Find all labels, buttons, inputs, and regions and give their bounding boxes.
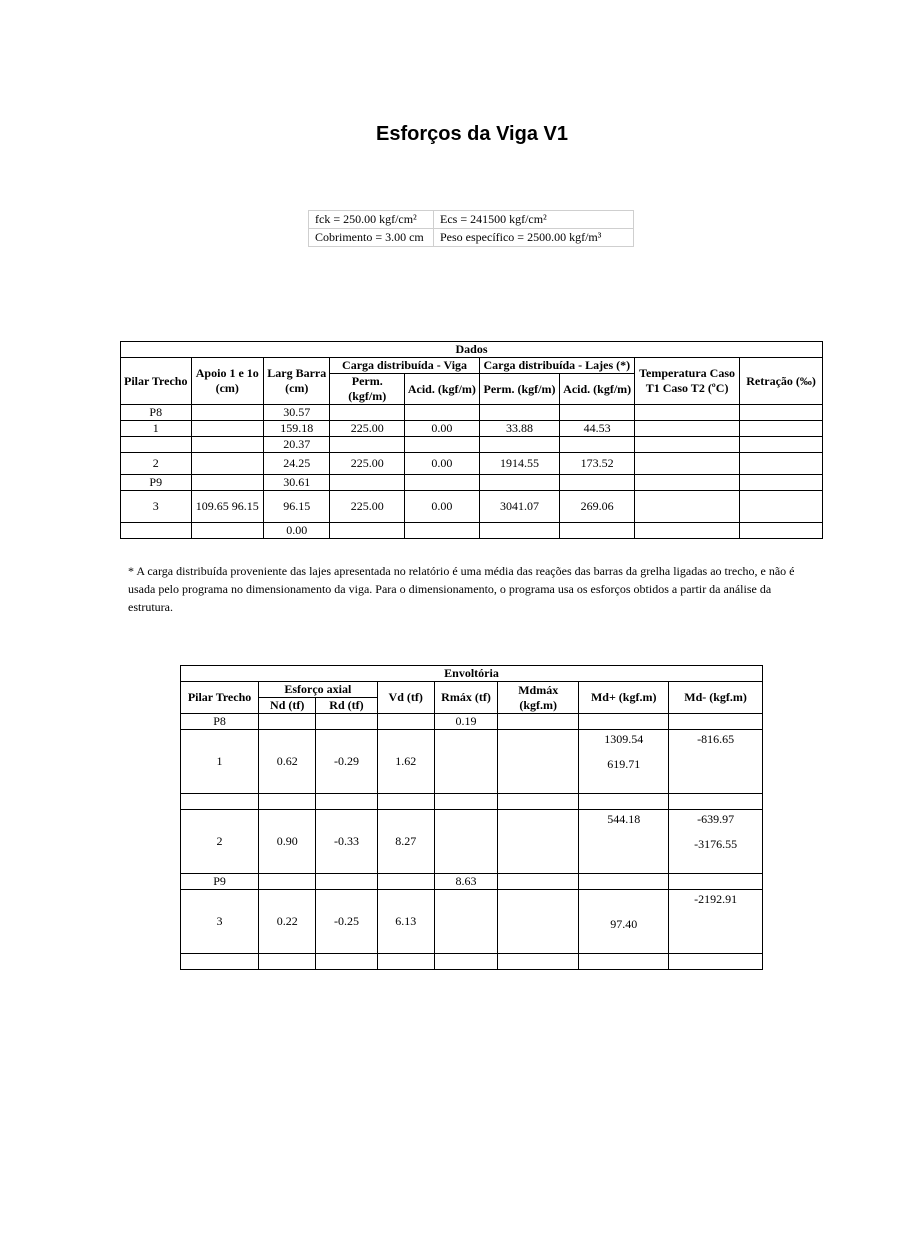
md-neg-upper: -639.97 [697, 812, 735, 826]
cell-apoio: 109.65 96.15 [191, 491, 264, 523]
cell-temperatura [634, 475, 739, 491]
md-neg-upper: -816.65 [697, 732, 735, 746]
cell-pilar-trecho: 1 [181, 730, 259, 794]
table-row [121, 523, 823, 539]
cell-lajes-perm: 1914.55 [479, 453, 560, 475]
col-vd: Vd (tf) [377, 682, 434, 714]
cell-rmax [434, 730, 497, 794]
cell-mdmax [498, 890, 579, 954]
col-larg-barra: Larg Barra (cm) [264, 358, 330, 405]
page-title: Esforços da Viga V1 [376, 123, 568, 145]
cell-md-neg [669, 890, 763, 954]
col-viga-acid: Acid. (kgf/m) [405, 374, 480, 405]
cell-nd [259, 794, 316, 810]
cell-lajes-acid: 44.53 [560, 421, 635, 437]
cell-rd [316, 874, 377, 890]
cell-retracao [740, 421, 823, 437]
cell-pilar-trecho: P9 [181, 874, 259, 890]
cell-rmax [434, 954, 497, 970]
cell-viga-acid [405, 475, 480, 491]
cell-pilar-trecho [121, 437, 192, 453]
md-pos-upper: 1309.54 [604, 732, 644, 746]
cell-rmax [434, 890, 497, 954]
envoltoria-caption: Envoltória [181, 666, 763, 682]
cell-vd: 6.13 [377, 890, 434, 954]
cell-viga-acid [405, 437, 480, 453]
col-esforco-axial: Esforço axial [259, 682, 378, 698]
cell-lajes-acid: 173.52 [560, 453, 635, 475]
col-pilar-trecho: Pilar Trecho [181, 682, 259, 714]
cell-temperatura [634, 491, 739, 523]
table-row [121, 405, 823, 421]
cell-mdmax [498, 874, 579, 890]
cell-retracao [740, 475, 823, 491]
cell-vd [377, 954, 434, 970]
cell-viga-perm: 225.00 [330, 421, 405, 437]
cell-md-pos [579, 810, 669, 874]
cell-md-neg [669, 794, 763, 810]
dados-caption: Dados [121, 342, 823, 358]
cell-md-pos [579, 874, 669, 890]
cell-lajes-acid [560, 475, 635, 491]
cell-lajes-perm [479, 437, 560, 453]
table-row [181, 890, 763, 954]
cell-mdmax [498, 730, 579, 794]
peso-especifico-cell: Peso específico = 2500.00 kgf/m³ [434, 229, 634, 247]
col-temperatura: Temperatura Caso T1 Caso T2 (ºC) [634, 358, 739, 405]
table-row [121, 437, 823, 453]
table-row [121, 453, 823, 475]
table-row [181, 874, 763, 890]
col-md-neg: Md- (kgf.m) [669, 682, 763, 714]
cell-nd [259, 714, 316, 730]
dados-table [120, 341, 823, 539]
col-carga-viga: Carga distribuída - Viga [330, 358, 479, 374]
cell-temperatura [634, 437, 739, 453]
cell-viga-perm [330, 437, 405, 453]
cell-mdmax [498, 714, 579, 730]
cell-pilar-trecho: 3 [181, 890, 259, 954]
cell-mdmax [498, 954, 579, 970]
cell-temperatura [634, 453, 739, 475]
cell-pilar-trecho: 2 [181, 810, 259, 874]
cell-lajes-acid [560, 523, 635, 539]
md-neg-upper: -2192.91 [694, 892, 738, 906]
cell-viga-acid: 0.00 [405, 453, 480, 475]
cell-md-neg [669, 730, 763, 794]
cell-rmax [434, 810, 497, 874]
cell-viga-acid [405, 405, 480, 421]
cell-apoio [191, 523, 264, 539]
cell-pilar-trecho [121, 523, 192, 539]
cell-nd [259, 954, 316, 970]
cell-apoio [191, 437, 264, 453]
cell-viga-perm [330, 523, 405, 539]
cell-viga-perm [330, 475, 405, 491]
cell-apoio [191, 405, 264, 421]
cell-md-pos [579, 730, 669, 794]
cell-md-pos [579, 714, 669, 730]
cell-viga-acid [405, 523, 480, 539]
cell-md-neg [669, 874, 763, 890]
col-pilar-trecho: Pilar Trecho [121, 358, 192, 405]
cell-apoio [191, 453, 264, 475]
cell-temperatura [634, 523, 739, 539]
material-info-table [308, 210, 634, 247]
cell-retracao [740, 523, 823, 539]
ecs-cell: Ecs = 241500 kgf/cm² [434, 211, 634, 229]
md-neg-lower [669, 757, 762, 772]
cell-lajes-perm [479, 475, 560, 491]
col-viga-perm: Perm. (kgf/m) [330, 374, 405, 405]
table-row [121, 421, 823, 437]
cell-rmax: 0.19 [434, 714, 497, 730]
cell-rd: -0.25 [316, 890, 377, 954]
cell-nd: 0.62 [259, 730, 316, 794]
cell-pilar-trecho: 1 [121, 421, 192, 437]
cell-viga-perm [330, 405, 405, 421]
envoltoria-table [180, 665, 763, 970]
col-rd: Rd (tf) [316, 698, 377, 714]
cell-rd [316, 954, 377, 970]
cell-rmax: 8.63 [434, 874, 497, 890]
md-pos-upper: 544.18 [607, 812, 641, 826]
cell-lajes-acid [560, 405, 635, 421]
cell-pilar-trecho: P9 [121, 475, 192, 491]
cell-viga-acid: 0.00 [405, 421, 480, 437]
table-row [181, 714, 763, 730]
cell-md-pos [579, 890, 669, 954]
cell-vd: 8.27 [377, 810, 434, 874]
cell-larg: 20.37 [264, 437, 330, 453]
cobrimento-cell: Cobrimento = 3.00 cm [309, 229, 434, 247]
cell-retracao [740, 453, 823, 475]
cell-rd: -0.29 [316, 730, 377, 794]
cell-lajes-perm [479, 523, 560, 539]
cell-nd: 0.90 [259, 810, 316, 874]
table-row [121, 491, 823, 523]
cell-viga-perm: 225.00 [330, 491, 405, 523]
cell-lajes-perm: 3041.07 [479, 491, 560, 523]
md-pos-lower: 619.71 [607, 757, 641, 771]
cell-pilar-trecho: 3 [121, 491, 192, 523]
md-pos-lower: 97.40 [610, 917, 638, 931]
cell-lajes-acid: 269.06 [560, 491, 635, 523]
col-carga-lajes: Carga distribuída - Lajes (*) [479, 358, 634, 374]
cell-md-pos [579, 954, 669, 970]
cell-larg: 24.25 [264, 453, 330, 475]
cell-pilar-trecho: P8 [181, 714, 259, 730]
cell-larg: 96.15 [264, 491, 330, 523]
cell-pilar-trecho: P8 [121, 405, 192, 421]
fck-cell: fck = 250.00 kgf/cm² [309, 211, 434, 229]
col-lajes-perm: Perm. (kgf/m) [479, 374, 560, 405]
cell-md-pos [579, 794, 669, 810]
cell-vd: 1.62 [377, 730, 434, 794]
cell-lajes-perm [479, 405, 560, 421]
cell-md-neg [669, 954, 763, 970]
table-row [181, 954, 763, 970]
cell-nd [259, 874, 316, 890]
col-rmax: Rmáx (tf) [434, 682, 497, 714]
cell-apoio [191, 475, 264, 491]
cell-rd: -0.33 [316, 810, 377, 874]
table-row [181, 730, 763, 794]
col-apoio: Apoio 1 e 1o (cm) [191, 358, 264, 405]
cell-vd [377, 874, 434, 890]
cell-pilar-trecho: 2 [121, 453, 192, 475]
md-pos-upper [579, 892, 668, 907]
footnote: * A carga distribuída proveniente das lajes apresentada no relatório é uma média das reações das barras da grelha ligadas ao trecho, e não é usada pelo programa no dimensionamento da viga. Para o dimensionamento, o programa usa os esforços obtidos a partir da análise da estrutura. [128, 564, 795, 614]
cell-larg: 0.00 [264, 523, 330, 539]
cell-lajes-acid [560, 437, 635, 453]
cell-md-neg [669, 714, 763, 730]
md-neg-lower: -3176.55 [694, 837, 738, 851]
cell-retracao [740, 437, 823, 453]
cell-retracao [740, 405, 823, 421]
table-row [181, 810, 763, 874]
cell-mdmax [498, 794, 579, 810]
col-nd: Nd (tf) [259, 698, 316, 714]
cell-md-neg [669, 810, 763, 874]
cell-larg: 159.18 [264, 421, 330, 437]
cell-vd [377, 794, 434, 810]
cell-temperatura [634, 405, 739, 421]
cell-larg: 30.61 [264, 475, 330, 491]
md-neg-lower [669, 917, 762, 932]
col-mdmax: Mdmáx (kgf.m) [498, 682, 579, 714]
cell-vd [377, 714, 434, 730]
cell-nd: 0.22 [259, 890, 316, 954]
cell-rd [316, 714, 377, 730]
cell-rd [316, 794, 377, 810]
col-retracao: Retração (‰) [740, 358, 823, 405]
cell-larg: 30.57 [264, 405, 330, 421]
cell-pilar-trecho [181, 794, 259, 810]
cell-temperatura [634, 421, 739, 437]
cell-mdmax [498, 810, 579, 874]
md-pos-lower [579, 837, 668, 852]
cell-apoio [191, 421, 264, 437]
cell-lajes-perm: 33.88 [479, 421, 560, 437]
col-lajes-acid: Acid. (kgf/m) [560, 374, 635, 405]
cell-rmax [434, 794, 497, 810]
cell-viga-acid: 0.00 [405, 491, 480, 523]
cell-viga-perm: 225.00 [330, 453, 405, 475]
col-md-pos: Md+ (kgf.m) [579, 682, 669, 714]
cell-retracao [740, 491, 823, 523]
cell-pilar-trecho [181, 954, 259, 970]
table-row [121, 475, 823, 491]
table-row [181, 794, 763, 810]
